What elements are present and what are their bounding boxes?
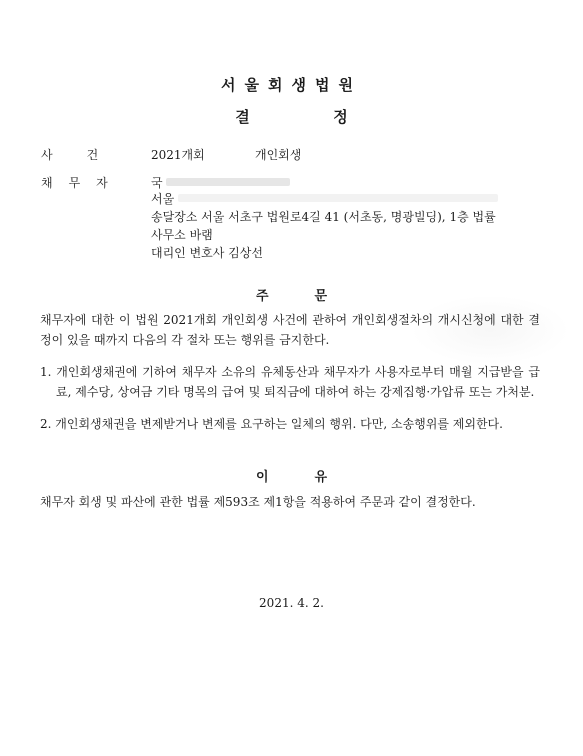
case-type: 개인회생 [255, 148, 302, 162]
court-name: 서울회생법원 [221, 76, 362, 94]
reason-text: 채무자 회생 및 파산에 관한 법률 제593조 제1항을 적용하여 주문과 같이 결정한다. [40, 495, 476, 509]
debtor-label: 채무자 [41, 176, 124, 190]
debtor-attorney: 대리인 변호사 김상선 [151, 246, 263, 260]
order-heading [0, 285, 583, 304]
case-label: 사건 [41, 148, 133, 162]
order-heading-part2: 문 [314, 289, 328, 304]
debtor-name: 국 [151, 176, 163, 190]
document-type-part1: 결 [235, 108, 250, 126]
redaction-mark [178, 194, 498, 202]
decision-date: 2021. 4. 2. [259, 596, 324, 610]
reason-heading [0, 466, 583, 485]
redaction-mark [166, 178, 290, 186]
order-item-1: 1. 개인회생채권에 기하여 채무자 소유의 유체동산과 채무자가 사용자로부터 매월 지급받을 급료, 제수당, 상여금 기타 명목의 급여 및 퇴직금에 대하여 하는 강제집행·가압류 또는 가처분. [40, 365, 540, 399]
reason-heading-part1: 이 [255, 470, 269, 485]
order-heading-part1: 주 [255, 289, 269, 304]
debtor-service-address: 송달장소 서울 서초구 법원로4길 41 (서초동, 명광빌딩), 1층 법률사무소 바램 [151, 210, 496, 242]
document-type-part2: 정 [333, 108, 348, 126]
debtor-address: 서울 [151, 192, 175, 206]
case-number: 2021개회 [151, 148, 205, 162]
order-intro: 채무자에 대한 이 법원 2021개회 개인회생 사건에 관하여 개인회생절차의 개시신청에 대한 결정이 있을 때까지 다음의 각 절차 또는 행위를 금지한다. [40, 313, 540, 347]
order-item-2: 2. 개인회생채권을 변제받거나 변제를 요구하는 일체의 행위. 다만, 소송행위를 제외한다. [40, 417, 503, 431]
document-type [0, 106, 583, 127]
reason-heading-part2: 유 [314, 470, 328, 485]
